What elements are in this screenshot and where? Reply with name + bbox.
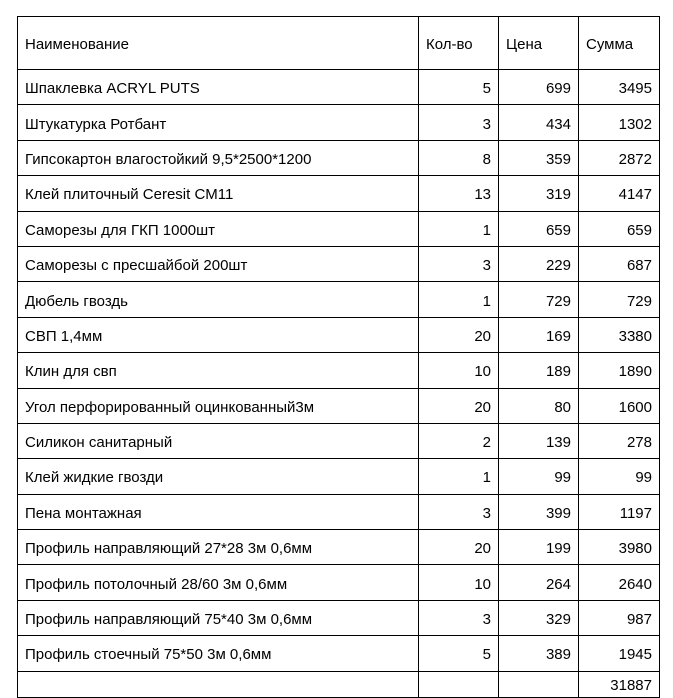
- header-price: Цена: [499, 17, 579, 70]
- item-price: 139: [499, 423, 579, 458]
- item-name: Пена монтажная: [18, 494, 419, 529]
- table-row: [18, 317, 660, 352]
- table-row: [18, 211, 660, 246]
- total-empty-price: [499, 671, 579, 697]
- item-price: 229: [499, 246, 579, 281]
- item-qty: 1: [419, 211, 499, 246]
- item-name: Гипсокартон влагостойкий 9,5*2500*1200: [18, 140, 419, 175]
- item-qty: 8: [419, 140, 499, 175]
- item-price: 399: [499, 494, 579, 529]
- item-qty: 20: [419, 530, 499, 565]
- item-qty: 5: [419, 70, 499, 105]
- item-sum: 1600: [579, 388, 660, 423]
- item-sum: 3380: [579, 317, 660, 352]
- item-name: Клин для свп: [18, 353, 419, 388]
- table-row: [18, 494, 660, 529]
- header-qty: Кол-во: [419, 17, 499, 70]
- item-qty: 20: [419, 388, 499, 423]
- item-qty: 3: [419, 246, 499, 281]
- item-qty: 3: [419, 105, 499, 140]
- item-qty: 10: [419, 353, 499, 388]
- estimate-table: [17, 16, 660, 698]
- table-row: [18, 353, 660, 388]
- table-row: [18, 600, 660, 635]
- item-name: Саморезы с пресшайбой 200шт: [18, 246, 419, 281]
- item-qty: 1: [419, 282, 499, 317]
- item-name: Профиль стоечный 75*50 3м 0,6мм: [18, 636, 419, 671]
- total-row: [18, 671, 660, 697]
- table-row: [18, 70, 660, 105]
- item-price: 169: [499, 317, 579, 352]
- item-qty: 3: [419, 494, 499, 529]
- total-empty-name: [18, 671, 419, 697]
- item-name: Профиль направляющий 75*40 3м 0,6мм: [18, 600, 419, 635]
- item-sum: 99: [579, 459, 660, 494]
- item-name: Шпаклевка ACRYL PUTS: [18, 70, 419, 105]
- item-qty: 1: [419, 459, 499, 494]
- item-price: 199: [499, 530, 579, 565]
- item-price: 99: [499, 459, 579, 494]
- table-row: [18, 530, 660, 565]
- table-row: [18, 282, 660, 317]
- item-name: Дюбель гвоздь: [18, 282, 419, 317]
- item-sum: 1945: [579, 636, 660, 671]
- item-name: СВП 1,4мм: [18, 317, 419, 352]
- item-qty: 13: [419, 176, 499, 211]
- item-price: 659: [499, 211, 579, 246]
- item-price: 359: [499, 140, 579, 175]
- table-row: [18, 636, 660, 671]
- item-price: 434: [499, 105, 579, 140]
- item-price: 729: [499, 282, 579, 317]
- table-row: [18, 388, 660, 423]
- item-sum: 1302: [579, 105, 660, 140]
- item-qty: 3: [419, 600, 499, 635]
- item-sum: 3980: [579, 530, 660, 565]
- item-sum: 659: [579, 211, 660, 246]
- item-name: Клей жидкие гвозди: [18, 459, 419, 494]
- item-sum: 2640: [579, 565, 660, 600]
- item-name: Силикон санитарный: [18, 423, 419, 458]
- total-empty-qty: [419, 671, 499, 697]
- item-price: 389: [499, 636, 579, 671]
- item-price: 264: [499, 565, 579, 600]
- table-row: [18, 176, 660, 211]
- item-qty: 5: [419, 636, 499, 671]
- item-price: 699: [499, 70, 579, 105]
- item-sum: 4147: [579, 176, 660, 211]
- item-price: 319: [499, 176, 579, 211]
- item-sum: 278: [579, 423, 660, 458]
- table-row: [18, 423, 660, 458]
- table-header-row: [18, 17, 660, 70]
- item-qty: 20: [419, 317, 499, 352]
- total-sum: 31887: [579, 671, 660, 697]
- table-row: [18, 140, 660, 175]
- header-sum: Сумма: [579, 17, 660, 70]
- item-sum: 3495: [579, 70, 660, 105]
- item-sum: 1197: [579, 494, 660, 529]
- table-row: [18, 459, 660, 494]
- table-row: [18, 105, 660, 140]
- item-name: Профиль потолочный 28/60 3м 0,6мм: [18, 565, 419, 600]
- item-qty: 2: [419, 423, 499, 458]
- item-sum: 687: [579, 246, 660, 281]
- item-name: Штукатурка Ротбант: [18, 105, 419, 140]
- item-sum: 987: [579, 600, 660, 635]
- item-price: 189: [499, 353, 579, 388]
- item-sum: 729: [579, 282, 660, 317]
- item-name: Угол перфорированный оцинкованный3м: [18, 388, 419, 423]
- table-row: [18, 565, 660, 600]
- item-price: 329: [499, 600, 579, 635]
- item-name: Саморезы для ГКП 1000шт: [18, 211, 419, 246]
- header-name: Наименование: [18, 17, 419, 70]
- item-price: 80: [499, 388, 579, 423]
- item-name: Профиль направляющий 27*28 3м 0,6мм: [18, 530, 419, 565]
- item-sum: 2872: [579, 140, 660, 175]
- item-sum: 1890: [579, 353, 660, 388]
- item-name: Клей плиточный Ceresit CM11: [18, 176, 419, 211]
- table-row: [18, 246, 660, 281]
- item-qty: 10: [419, 565, 499, 600]
